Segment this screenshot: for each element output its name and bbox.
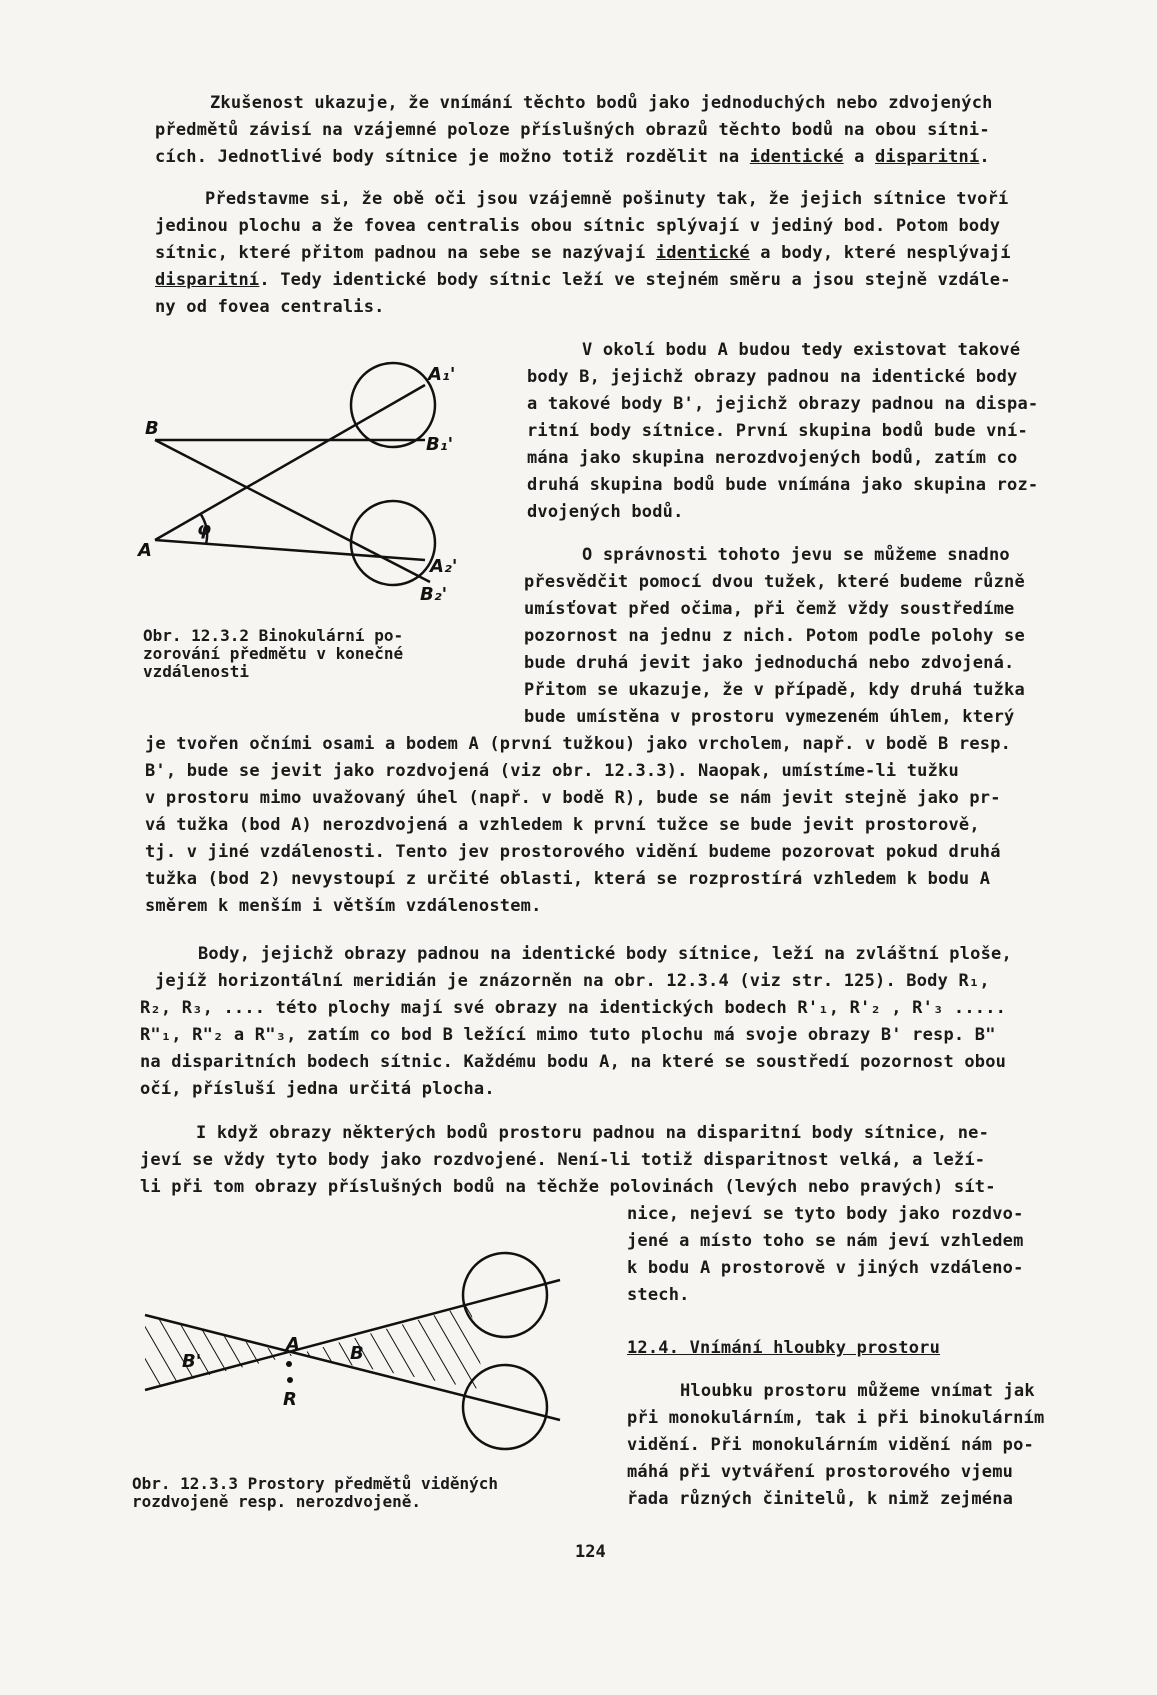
upper-eye-circle bbox=[351, 363, 435, 447]
text-line: li při tom obrazy příslušných bodů na těchže polovinách (levých nebo pravých) sít- bbox=[140, 1177, 996, 1197]
figure-spaces-diagram bbox=[140, 1255, 570, 1455]
hatched-region-left bbox=[145, 1315, 295, 1390]
point-a bbox=[286, 1361, 292, 1367]
text-line: jené a místo toho se nám jeví vzhledem bbox=[627, 1231, 1024, 1251]
text-line: bude umístěna v prostoru vymezeném úhlem, který bbox=[524, 707, 1015, 727]
text-line: jejíž horizontální meridián je znázorněn na obr. 12.3.4 (viz str. 125). Body R₁, bbox=[155, 971, 990, 991]
underlined-term: disparitní bbox=[875, 147, 980, 167]
label-b2: B₂' bbox=[420, 584, 448, 605]
figure-caption: zorování předmětu v konečné bbox=[143, 644, 404, 663]
text-line: je tvořen očními osami a bodem A (první tužkou) jako vrcholem, např. v bodě B resp. bbox=[145, 734, 1012, 754]
text-line: a takové body B', jejichž obrazy padnou na dispa- bbox=[527, 394, 1039, 414]
text-line: při monokulárním, tak i při binokulárním bbox=[627, 1408, 1045, 1428]
figure-binocular-diagram bbox=[140, 360, 470, 620]
point-r bbox=[287, 1377, 293, 1383]
text-line: očí, přísluší jedna určitá plocha. bbox=[140, 1079, 495, 1099]
text-line: bude druhá jevit jako jednoduchá nebo zdvojená. bbox=[524, 653, 1015, 673]
label-a: A bbox=[138, 540, 152, 561]
text-line: Představme si, že obě oči jsou vzájemně pošinuty tak, že jejich sítnice tvoří bbox=[205, 189, 1009, 209]
text-line: směrem k menším i větším vzdálenostem. bbox=[145, 896, 542, 916]
label-b: B bbox=[350, 1343, 364, 1364]
text-line: V okolí bodu A budou tedy existovat takové bbox=[582, 340, 1021, 360]
text-line: cích. Jednotlivé body sítnice je možno totiž rozdělit na identické a disparitní. bbox=[155, 147, 990, 167]
figure-double-vision-spaces bbox=[140, 1255, 570, 1455]
text-line: máhá při vytváření prostorového vjemu bbox=[627, 1462, 1014, 1482]
underlined-term: identické bbox=[749, 147, 844, 167]
text-line: R₂, R₃, .... této plochy mají své obrazy na identických bodech R'₁, R'₂ , R'₃ ..... bbox=[140, 998, 1007, 1018]
text-line: I když obrazy některých bodů prostoru padnou na disparitní body sítnice, ne- bbox=[196, 1123, 990, 1143]
label-b-prime: B' bbox=[182, 1351, 202, 1372]
figure-caption: Obr. 12.3.2 Binokulární po- bbox=[143, 626, 404, 645]
text-line: ritní body sítnice. První skupina bodů bude vní- bbox=[527, 421, 1028, 441]
figure-binocular-observation bbox=[140, 360, 470, 620]
lower-eye-circle bbox=[351, 501, 435, 585]
text-line: umísťovat před očima, při čemž vždy soustředíme bbox=[524, 599, 1015, 619]
text-line: O správnosti tohoto jevu se můžeme snadno bbox=[582, 545, 1010, 565]
text-line: sítnic, které přitom padnou na sebe se nazývají identické a body, které nesplývají bbox=[155, 243, 1011, 263]
text-line: B', bude se jevit jako rozdvojená (viz obr. 12.3.3). Naopak, umístíme-li tužku bbox=[145, 761, 959, 781]
text-line: vá tužka (bod A) nerozdvojená a vzhledem k první tužce se bude jevit prostorově, bbox=[145, 815, 980, 835]
section-heading: 12.4. Vnímání hloubky prostoru bbox=[627, 1338, 941, 1358]
text-line: dvojených bodů. bbox=[527, 502, 684, 522]
text-line: řada různých činitelů, k nimž zejména bbox=[627, 1489, 1014, 1509]
underlined-term: identické bbox=[655, 243, 750, 263]
text-line: tj. v jiné vzdálenosti. Tento jev prostorového vidění budeme pozorovat pokud druhá bbox=[145, 842, 1001, 862]
text-line: ny od fovea centralis. bbox=[155, 297, 385, 317]
text-line: disparitní. Tedy identické body sítnic leží ve stejném směru a jsou stejně vzdále- bbox=[155, 270, 1011, 290]
text-line: na disparitních bodech sítnic. Každému bodu A, na které se soustředí pozornost obou bbox=[140, 1052, 1007, 1072]
text-line: Body, jejichž obrazy padnou na identické body sítnice, leží na zvláštní ploše, bbox=[198, 944, 1012, 964]
text-line: jeví se vždy tyto body jako rozdvojené. Není-li totiž disparitnost velká, a leží- bbox=[140, 1150, 986, 1170]
text-line: nice, nejeví se tyto body jako rozdvo- bbox=[627, 1204, 1024, 1224]
label-b1: B₁' bbox=[426, 434, 454, 455]
figure-caption: vzdálenosti bbox=[143, 662, 249, 681]
label-a2: A₂' bbox=[430, 556, 458, 577]
label-a1: A₁' bbox=[428, 364, 456, 385]
text-line: vidění. Při monokulárním vidění nám po- bbox=[627, 1435, 1034, 1455]
line-a-to-lower-eye bbox=[155, 540, 425, 560]
text-line: mána jako skupina nerozdvojených bodů, zatím co bbox=[527, 448, 1018, 468]
label-b: B bbox=[145, 418, 159, 439]
page-number: 124 bbox=[575, 1542, 606, 1562]
text-line: předmětů závisí na vzájemné poloze příslušných obrazů těchto bodů na obou sítni- bbox=[155, 120, 990, 140]
label-a: A bbox=[286, 1334, 300, 1355]
text-line: stech. bbox=[627, 1285, 690, 1305]
text-line: tužka (bod 2) nevystoupí z určité oblasti, která se rozprostírá vzhledem k bodu A bbox=[145, 869, 991, 889]
text-line: přesvědčit pomocí dvou tužek, které budeme různě bbox=[524, 572, 1025, 592]
text-line: R"₁, R"₂ a R"₃, zatím co bod B ležící mimo tuto plochu má svoje obrazy B' resp. B" bbox=[140, 1025, 996, 1045]
text-line: v prostoru mimo uvažovaný úhel (např. v bodě R), bude se nám jevit stejně jako pr- bbox=[145, 788, 1001, 808]
text-line: druhá skupina bodů bude vnímána jako skupina roz- bbox=[527, 475, 1039, 495]
line-a-to-upper-eye bbox=[155, 385, 425, 540]
underlined-term: disparitní bbox=[155, 270, 260, 290]
figure-caption: Obr. 12.3.3 Prostory předmětů viděných bbox=[132, 1474, 499, 1493]
label-r: R bbox=[283, 1389, 297, 1410]
text-line: Hloubku prostoru můžeme vnímat jak bbox=[680, 1381, 1035, 1401]
label-phi: φ bbox=[197, 519, 212, 540]
text-line: k bodu A prostorově v jiných vzdáleno- bbox=[627, 1258, 1024, 1278]
text-line: Přitom se ukazuje, že v případě, kdy druhá tužka bbox=[524, 680, 1025, 700]
figure-caption: rozdvojeně resp. nerozdvojeně. bbox=[132, 1492, 421, 1511]
text-line: Zkušenost ukazuje, že vnímání těchto bodů jako jednoduchých nebo zdvojených bbox=[210, 93, 993, 113]
text-line: jedinou plochu a že fovea centralis obou sítnic splývají v jediný bod. Potom body bbox=[155, 216, 1001, 236]
text-line: body B, jejichž obrazy padnou na identické body bbox=[527, 367, 1018, 387]
text-line: pozornost na jednu z nich. Potom podle polohy se bbox=[524, 626, 1025, 646]
